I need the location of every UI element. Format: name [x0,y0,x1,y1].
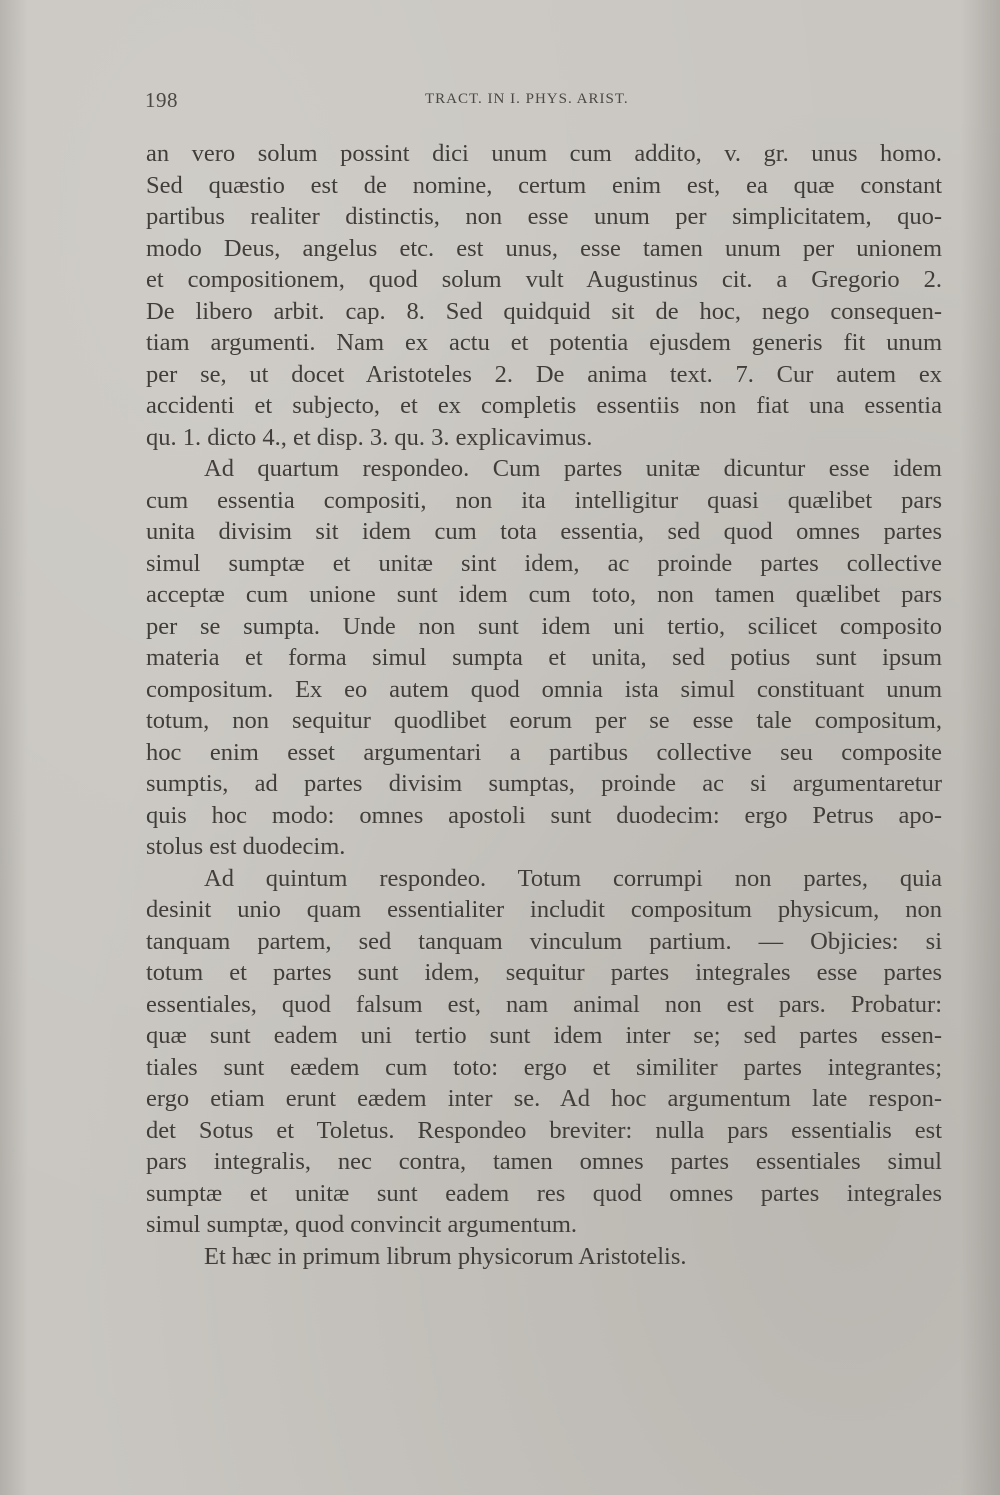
text-line: De libero arbit. cap. 8. Sed quidquid sit de hoc, nego consequen- [146,297,942,325]
paragraph [146,138,942,453]
text-line: an vero solum possint dici unum cum addito, v. gr. unus homo. [146,140,942,167]
text-line: tanquam partem, sed tanquam vinculum partium. — Objicies: si [146,927,942,955]
text-line: compositum. Ex eo autem quod omnia ista simul constituant unum [146,675,942,703]
text-line: cum essentia compositi, non ita intelligitur quasi quælibet pars [146,486,942,514]
text-line: per se, ut docet Aristoteles 2. De anima text. 7. Cur autem ex [146,360,942,388]
text-line: et compositionem, quod solum vult Augustinus cit. a Gregorio 2. [146,266,942,293]
text-line: desinit unio quam essentialiter includit compositum physicum, non [146,896,942,923]
text-line: Et hæc in primum librum physicorum Aristotelis. [204,1242,687,1270]
text-line: sumptis, ad partes divisim sumptas, proinde ac si argumentaretur [146,770,942,797]
text-line: tiam argumenti. Nam ex actu et potentia ejusdem generis fit unum [146,329,942,356]
body-text [146,138,942,1272]
paragraph [146,1241,942,1273]
text-line: totum et partes sunt idem, sequitur partes integrales esse partes [146,959,942,986]
text-line: simul sumptæ, quod convincit argumentum. [146,1211,577,1238]
text-line: quis hoc modo: omnes apostoli sunt duodecim: ergo Petrus apo- [146,801,942,829]
page-number: 198 [145,88,178,112]
text-line: qu. 1. dicto 4., et disp. 3. qu. 3. explicavimus. [146,423,593,451]
text-line: tiales sunt eædem cum toto: ergo et similiter partes integrantes; [146,1053,942,1081]
text-line: unita divisim sit idem cum tota essentia, sed quod omnes partes [146,518,942,545]
text-line: hoc enim esset argumentari a partibus collective seu composite [146,738,942,766]
text-line: quæ sunt eadem uni tertio sunt idem inter se; sed partes essen- [146,1022,942,1049]
text-line: ergo etiam erunt eædem inter se. Ad hoc argumentum late respon- [146,1085,942,1112]
text-line: acceptæ cum unione sunt idem cum toto, non tamen quælibet pars [146,581,942,608]
text-line: Ad quartum respondeo. Cum partes unitæ dicuntur esse idem [204,455,942,482]
running-title: TRACT. IN I. PHYS. ARIST. [425,91,629,107]
text-line: simul sumptæ et unitæ sint idem, ac proinde partes collective [146,549,942,577]
text-line: Ad quintum respondeo. Totum corrumpi non partes, quia [204,864,942,892]
text-line: Sed quæstio est de nomine, certum enim est, ea quæ constant [146,171,942,199]
text-line: partibus realiter distinctis, non esse unum per simplicitatem, quo- [146,203,942,230]
text-line: pars integralis, nec contra, tamen omnes partes essentiales simul [146,1148,942,1175]
text-line: totum, non sequitur quodlibet eorum per se esse tale compositum, [146,707,942,734]
text-line: sumptæ et unitæ sunt eadem res quod omnes partes integrales [146,1179,942,1207]
text-line: stolus est duodecim. [146,833,346,860]
text-line: modo Deus, angelus etc. est unus, esse tamen unum per unionem [146,234,942,262]
text-line: materia et forma simul sumpta et unita, sed potius sunt ipsum [146,644,942,671]
text-line: accidenti et subjecto, et ex completis essentiis non fiat una essentia [146,392,942,419]
running-head [145,88,940,114]
text-line: det Sotus et Toletus. Respondeo breviter: nulla pars essentialis est [146,1116,942,1144]
text-line: essentiales, quod falsum est, nam animal non est pars. Probatur: [146,990,942,1018]
paragraph [146,453,942,863]
text-line: per se sumpta. Unde non sunt idem uni tertio, scilicet composito [146,612,942,640]
paragraph [146,863,942,1241]
